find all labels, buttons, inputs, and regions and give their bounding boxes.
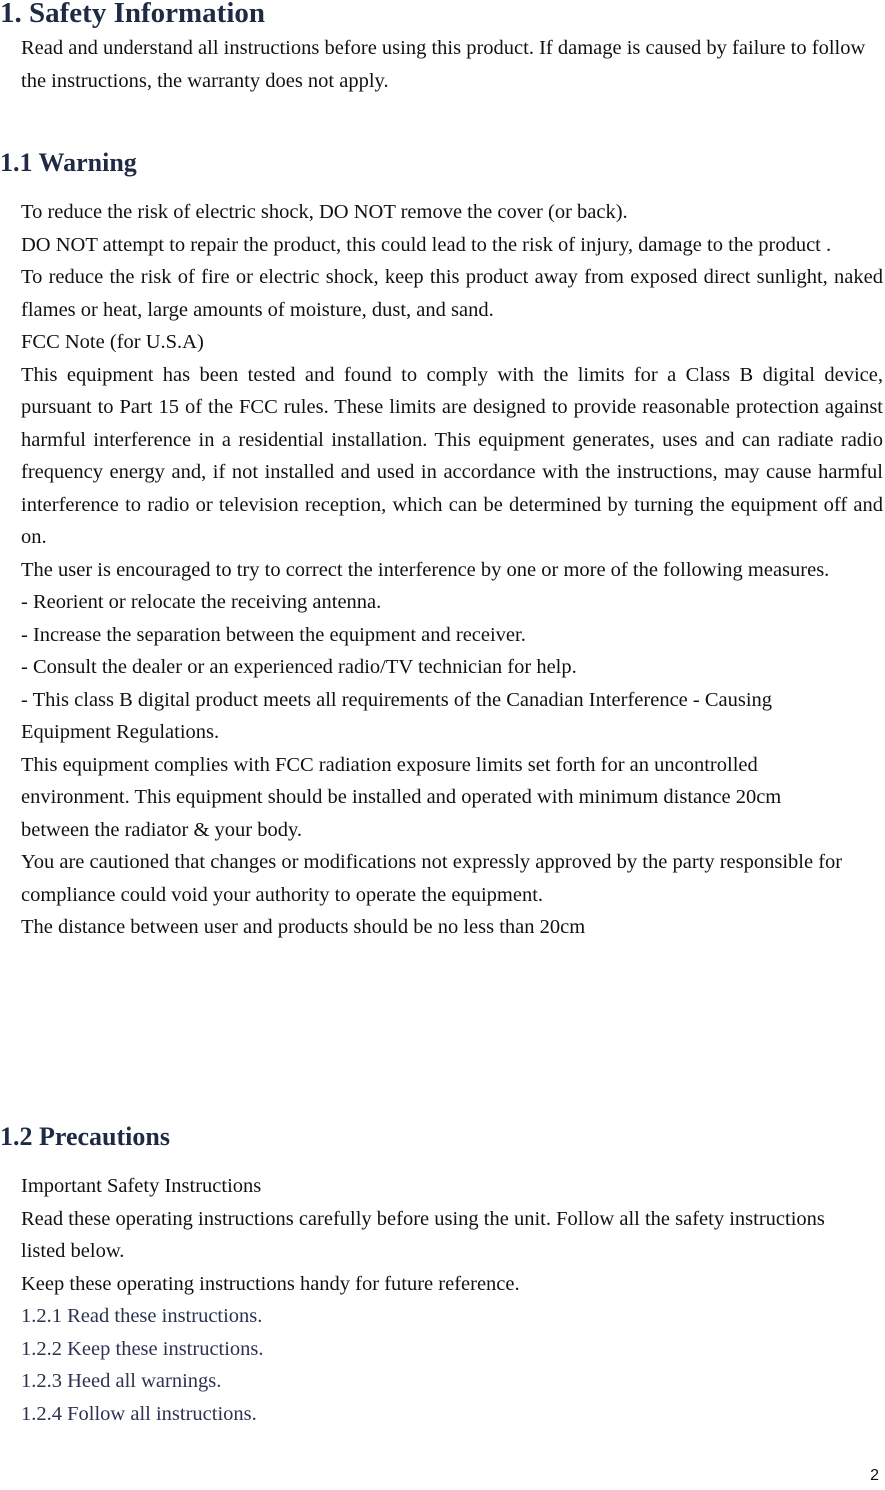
section-title-warning: 1.1 Warning (0, 148, 137, 177)
precautions-block (21, 1170, 861, 1430)
section-title-safety-information: 1. Safety Information (0, 0, 266, 29)
precautions-item-3: 1.2.3 Heed all warnings. (21, 1370, 222, 1392)
precautions-paragraph-read-carefully: Read these operating instructions carefully before using the unit. Follow all the safety instructions listed below. (21, 1207, 825, 1262)
precautions-item-2: 1.2.2 Keep these instructions. (21, 1337, 264, 1360)
warning-paragraph-fcc-note: FCC Note (for U.S.A) (21, 331, 204, 353)
precautions-paragraph-heading: Important Safety Instructions (21, 1175, 262, 1197)
warning-list-item-canadian: - This class B digital product meets all requirements of the Canadian Interference - Causing Equipment Regulations. (21, 688, 773, 743)
warning-paragraph-electric-shock: To reduce the risk of electric shock, DO NOT remove the cover (or back). (21, 201, 628, 223)
warning-paragraph-radiation: This equipment complies with FCC radiation exposure limits set forth for an uncontrolled environment. This equipment should be installed and operated with minimum distance 20cm between the radiator & your body. (21, 753, 782, 841)
warning-paragraph-fcc-statement: This equipment has been tested and found to comply with the limits for a Class B digital device, pursuant to Part 15 of the FCC rules. These limits are designed to provide reasonable protection against harmful interference in a residential installation. This equipment generates, uses and can radiate radio frequency energy and, if not installed and used in accordance with the instructions, may cause harmful interference to radio or television reception, which can be determined by turning the equipment off and on. (21, 363, 883, 548)
warning-list-item-reorient: - Reorient or relocate the receiving antenna. (21, 591, 382, 613)
warning-paragraph-repair: DO NOT attempt to repair the product, this could lead to the risk of injury, damage to the product . (21, 233, 832, 256)
warning-paragraph-distance: The distance between user and products should be no less than 20cm (21, 916, 586, 938)
warning-paragraph-fire: To reduce the risk of fire or electric shock, keep this product away from exposed direct sunlight, naked flames or heat, large amounts of moisture, dust, and sand. (21, 266, 883, 321)
precautions-item-4: 1.2.4 Follow all instructions. (21, 1402, 257, 1425)
warning-paragraph-measures-intro: The user is encouraged to try to correct the interference by one or more of the following measures. (21, 558, 830, 581)
precautions-item-1: 1.2.1 Read these instructions. (21, 1305, 263, 1327)
safety-intro-paragraph: Read and understand all instructions before using this product. If damage is caused by failure to follow the instructions, the warranty does not apply. (21, 37, 866, 92)
precautions-paragraph-keep-handy: Keep these operating instructions handy for future reference. (21, 1272, 520, 1295)
warning-block (21, 196, 883, 944)
warning-list-item-consult: - Consult the dealer or an experienced radio/TV technician for help. (21, 656, 577, 678)
safety-intro-block (21, 32, 883, 97)
warning-list-item-separation: - Increase the separation between the equipment and receiver. (21, 623, 526, 646)
section-title-precautions: 1.2 Precautions (0, 1122, 170, 1151)
page-number: 2 (870, 1467, 879, 1484)
warning-paragraph-modifications: You are cautioned that changes or modifications not expressly approved by the party responsible for compliance could void your authority to operate the equipment. (21, 851, 843, 906)
